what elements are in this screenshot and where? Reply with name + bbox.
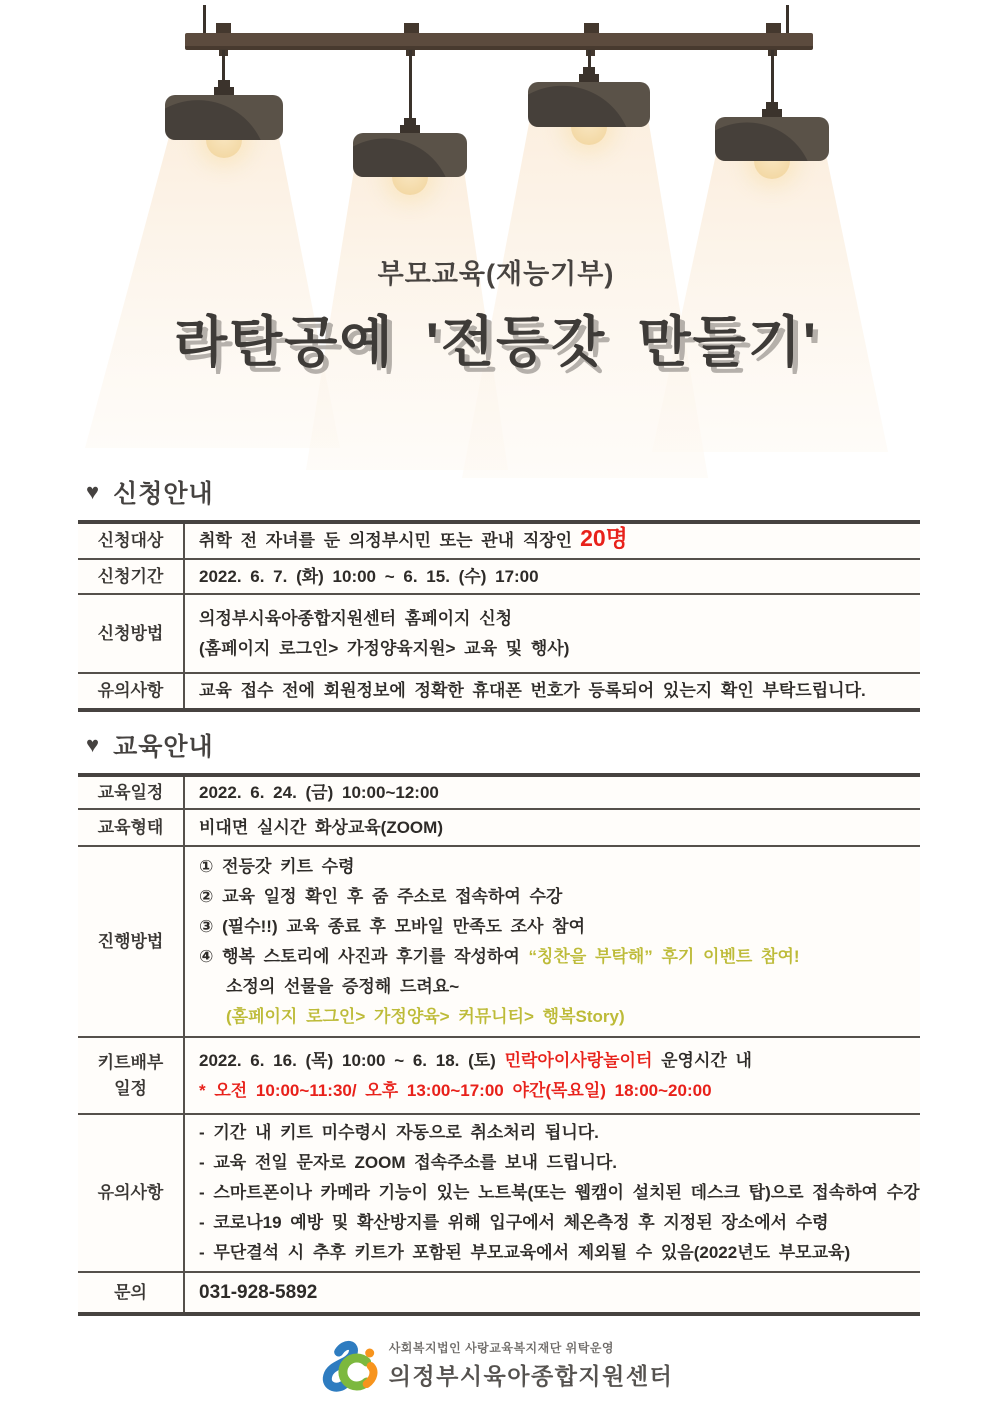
row-label <box>78 1038 185 1113</box>
org-name: 의정부시육아종합지원센터 <box>388 1363 674 1389</box>
table-row-period <box>78 560 920 595</box>
target-text: 취학 전 자녀를 둔 의정부시민 또는 관내 직장인 <box>199 531 573 550</box>
note-item: - 무단결석 시 추후 키트가 포함된 부모교육에서 제외될 수 있음(2022년도 부모교육) <box>199 1243 851 1262</box>
row-content <box>185 1115 934 1271</box>
row-content <box>185 1038 920 1113</box>
kit-label-line2: 일정 <box>114 1078 147 1098</box>
table-row-target <box>78 524 920 560</box>
apply-table <box>78 520 920 712</box>
table-row-contact <box>78 1273 920 1312</box>
contact-phone: 031-928-5892 <box>199 1281 318 1303</box>
kit-line1: 2022. 6. 16. (목) 10:00 ~ 6. 18. (토) 민락아이사랑놀이터 운영시간 내 <box>199 1050 752 1070</box>
footer-logo <box>319 1336 674 1394</box>
procedure-step1: ① 전등갓 키트 수령 <box>199 856 355 876</box>
lamp-cord <box>588 50 591 67</box>
lamp-shade <box>528 82 650 127</box>
apply-section-title: 신청안내 <box>113 480 214 508</box>
bar-mount <box>404 23 419 33</box>
edu-table <box>78 773 920 1316</box>
apply-section-header <box>86 474 214 510</box>
lamp-cord <box>771 50 774 102</box>
event-highlight: “칭찬을 부탁해” 후기 이벤트 참여! <box>528 946 800 966</box>
row-content <box>185 674 920 708</box>
table-row-method <box>78 595 920 674</box>
note-item: - 코로나19 예방 및 확산방지를 위해 입구에서 체온측정 후 지정된 장소에서 수령 <box>199 1213 829 1232</box>
row-label: 유의사항 <box>78 674 185 708</box>
edu-section-title: 교육안내 <box>113 733 214 761</box>
row-label: 신청방법 <box>78 595 185 672</box>
lamp-shade <box>715 117 829 161</box>
poster-subtitle: 부모교육(재능기부) <box>377 259 615 289</box>
procedure-step3: ③ (필수!!) 교육 종료 후 모바일 만족도 조사 참여 <box>199 916 585 936</box>
row-content <box>185 777 920 808</box>
procedure-step4: ④ 행복 스토리에 사진과 후기를 작성하여 “칭찬을 부탁해” 후기 이벤트 참여! <box>199 946 800 966</box>
format-text: 비대면 실시간 화상교육(ZOOM) <box>199 817 443 837</box>
edu-section-header <box>86 727 214 763</box>
ceiling-rod <box>203 5 206 34</box>
bar-mount <box>216 23 231 33</box>
row-label: 교육형태 <box>78 810 185 845</box>
lamp-cord <box>409 50 412 118</box>
table-row-notes <box>78 1115 920 1273</box>
bar-mount <box>584 23 599 33</box>
row-label: 신청기간 <box>78 560 185 593</box>
procedure-step5: 소정의 선물을 증정해 드려요~ <box>226 976 460 996</box>
lamp-socket <box>766 102 778 109</box>
row-label: 유의사항 <box>78 1115 185 1271</box>
org-subtitle: 사회복지법인 사랑교육복지재단 위탁운영 <box>388 1341 615 1355</box>
light-beams <box>0 0 992 490</box>
method-line1: 의정부시육아종합지원센터 홈페이지 신청 <box>199 608 513 628</box>
poster-title: 라탄공예 '전등갓 만들기' <box>173 311 819 373</box>
caution-text: 교육 접수 전에 회원정보에 정확한 휴대폰 번호가 등록되어 있는지 확인 부탁드립니다. <box>199 681 866 700</box>
method-line2: (홈페이지 로그인> 가정양육지원> 교육 및 행사) <box>199 638 570 658</box>
table-row-kit <box>78 1038 920 1115</box>
row-label: 문의 <box>78 1273 185 1312</box>
kit-label-line1: 키트배부 <box>97 1052 164 1072</box>
table-row-caution <box>78 674 920 708</box>
procedure-step6: (홈페이지 로그인> 가정양육> 커뮤니티> 행복Story) <box>226 1006 625 1026</box>
target-count: 20명 <box>580 525 628 551</box>
note-item: - 기간 내 키트 미수령시 자동으로 취소처리 됩니다. <box>199 1123 599 1142</box>
lamp-socket <box>404 118 416 125</box>
row-content <box>185 560 920 593</box>
kit-line2: * 오전 10:00~11:30/ 오후 13:00~17:00 야간(목요일) 18:00~20:00 <box>199 1080 712 1100</box>
row-content <box>185 810 920 845</box>
ceiling-rod <box>786 5 789 34</box>
row-label: 교육일정 <box>78 777 185 808</box>
lamp-shade <box>353 133 467 177</box>
lamp-socket <box>218 80 230 87</box>
kit-place: 민락아이사랑놀이터 <box>504 1050 653 1070</box>
heart-icon: ♥ <box>86 479 100 504</box>
row-content <box>185 595 920 672</box>
heart-icon: ♥ <box>86 732 100 757</box>
table-row-schedule <box>78 777 920 810</box>
note-item: - 교육 전일 문자로 ZOOM 접속주소를 보내 드립니다. <box>199 1153 618 1172</box>
lamp-cord <box>222 50 225 80</box>
row-content <box>185 847 920 1036</box>
table-row-procedure <box>78 847 920 1038</box>
row-content <box>185 1273 920 1312</box>
schedule-text: 2022. 6. 24. (금) 10:00~12:00 <box>199 782 439 802</box>
lamp-socket <box>583 67 595 74</box>
period-text: 2022. 6. 7. (화) 10:00 ~ 6. 15. (수) 17:00 <box>199 566 539 586</box>
row-content <box>185 524 920 558</box>
note-item: - 스마트폰이나 카메라 기능이 있는 노트북(또는 웹캠이 설치된 데스크 탑)으로 접속하여 수강 <box>199 1183 920 1202</box>
lamp-bar <box>185 33 813 50</box>
procedure-step2: ② 교육 일정 확인 후 줌 주소로 접속하여 수강 <box>199 886 563 906</box>
lamp-shade <box>165 95 283 140</box>
row-label: 진행방법 <box>78 847 185 1036</box>
table-row-format <box>78 810 920 847</box>
bar-mount <box>766 23 781 33</box>
center-logo-icon <box>319 1336 383 1394</box>
row-label: 신청대상 <box>78 524 185 558</box>
